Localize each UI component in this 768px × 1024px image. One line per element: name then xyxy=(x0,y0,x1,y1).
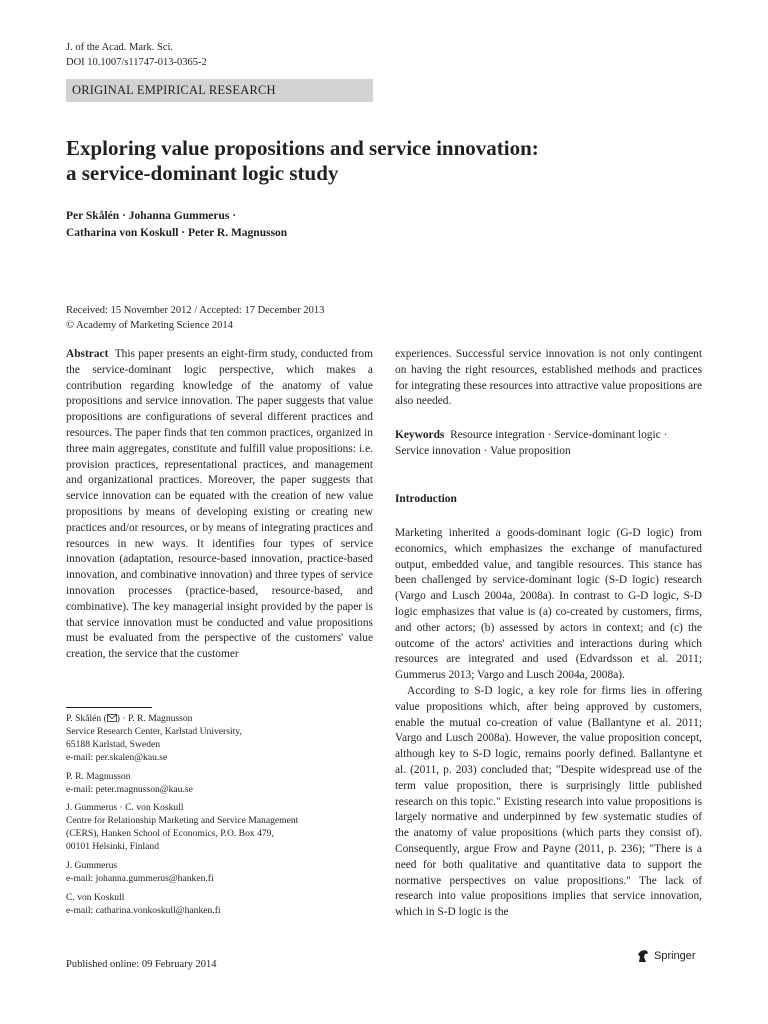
affiliation-block-3: J. Gummerus · C. von Koskull Centre for Relationship Marketing and Service Management (CERS), Hanken School of Economics, P.O. Box 479, 00101 Helsinki, Finland xyxy=(66,802,299,853)
article-dates xyxy=(66,304,486,333)
title-line-1: Exploring value propositions and service innovation: xyxy=(66,136,539,160)
copyright-icon: © xyxy=(66,319,74,331)
authors-line-2: Catharina von Koskull · Peter R. Magnusson xyxy=(66,227,288,239)
copyright-text: Academy of Marketing Science 2014 xyxy=(76,319,233,331)
article-title xyxy=(66,136,706,186)
journal-name: J. of the Acad. Mark. Sci. xyxy=(66,42,174,53)
abstract-text: This paper presents an eight-firm study, conducted from the service-dominant logic perspective, which makes a contribution regarding knowledge of the anatomy of value propositions and service innovation. The paper suggests that value propositions are configurations of several different practices and resources. The paper finds that ten common practices, organized in three main aggregates, constitute and fulfill value propositions: i.e. provision practices, representational practices, and management and organizational practices. Moreover, the paper suggests that service innovation can be equated with the creation of new value propositions by means of developing existing or creating new practices and/or resources, or by means of integrating practices and resources in new ways. It identifies four types of service innovation (adaptation, resource-based innovation, practice-based innovation, and combinative innovation) and three types of service innovation processes (practice-based, resource-based, and combinative). The key managerial insight provided by the paper is that service innovation must be conducted and value propositions must be evaluated from the perspective of the customers' value creation, the service that the customer xyxy=(66,348,373,661)
affiliation-block-2: P. R. Magnusson e-mail: peter.magnusson@kau.se xyxy=(66,771,373,797)
doi[interactable]: DOI 10.1007/s11747-013-0365-2 xyxy=(66,57,207,68)
introduction-body xyxy=(395,526,702,926)
footnote-rule xyxy=(66,707,152,708)
affiliation-block-1: P. Skålén ( ) · P. R. Magnusson Service Research Center, Karlstad University, 65188 Karlstad, Sweden e-mail: per.skalen@kau.se xyxy=(66,713,373,765)
keywords-label: Keywords xyxy=(395,429,445,441)
received-accepted: Received: 15 November 2012 / Accepted: 17 December 2013 xyxy=(66,305,325,316)
keywords-text: Resource integration · Service-dominant logic · Service innovation · Value proposition xyxy=(395,429,668,457)
intro-paragraph-1: Marketing inherited a goods-dominant logic (G-D logic) from economics, which emphasizes the exchange of manufactured output, embedded value, and tangible resources. This stance has been challenged by service-dominant logic (S-D logic) research (Vargo and Lusch 2004a, 2008a). In contrast to G-D logic, S-D logic emphasizes that value is (a) co-created by customers, firms, and other actors; (b) assessed by actors in context; and (c) the outcome of the actors' activities and interactions during which resources are integrated and used (Edvardsson et al. 2011; Gummerus 2013; Vargo and Lusch 2004a, 2008a). xyxy=(395,527,702,682)
abstract-section xyxy=(66,347,373,702)
email-vonkoskull[interactable]: e-mail: catharina.vonkoskull@hanken.fi xyxy=(66,904,221,916)
email-skalen[interactable]: e-mail: per.skalen@kau.se xyxy=(66,751,168,763)
publisher-name: Springer xyxy=(654,950,696,962)
published-online: Published online: 09 February 2014 xyxy=(66,959,217,970)
envelope-icon xyxy=(107,714,117,722)
affiliation-block-4: J. Gummerus e-mail: johanna.gummerus@hanken.fi xyxy=(66,860,373,886)
intro-paragraph-2: According to S-D logic, a key role for firms lies in offering value propositions which, after being approved by customers, enable the mutual co-creation of value (Ballantyne et al. 2011; Vargo and Lusch 2008a). However, the value proposition concept, although key to S-D logic, remains poorly defined. Ballantyne et al. (2011, p. 203) concluded that; "Despite widespread use of the term value proposition, there is surprisingly little published research on this topic." Existing research into value propositions is largely normative and underpinned by few systematic studies of the anatomy of value propositions (which parts they consist of). Consequently, argue Frow and Payne (2011, p. 236); "There is a need for both qualitative and quantitative data to support the normative perspectives on value propositions." The lack of research into value propositions implies that service innovation, which in S-D logic is the xyxy=(395,684,702,919)
affiliation-block-5: C. von Koskull e-mail: catharina.vonkoskull@hanken.fi xyxy=(66,892,373,918)
affiliations xyxy=(66,713,373,924)
email-gummerus[interactable]: e-mail: johanna.gummerus@hanken.fi xyxy=(66,872,214,884)
email-magnusson[interactable]: e-mail: peter.magnusson@kau.se xyxy=(66,783,193,795)
copyright-line xyxy=(66,319,486,334)
publisher-logo xyxy=(636,949,696,963)
introduction-heading: Introduction xyxy=(395,493,457,505)
authors-line-1: Per Skålén · Johanna Gummerus · xyxy=(66,210,237,222)
springer-horse-icon xyxy=(636,949,650,963)
abstract-continued-text: experiences. Successful service innovation is not only contingent on having the right resources, established methods and practices for integrating these resources into attractive value propositions are also needed. xyxy=(395,348,702,408)
author-list xyxy=(66,208,566,242)
abstract-continued xyxy=(395,347,702,410)
title-line-2: a service-dominant logic study xyxy=(66,161,339,185)
section-banner: ORIGINAL EMPIRICAL RESEARCH xyxy=(66,79,373,102)
journal-header xyxy=(66,40,207,70)
keywords-section xyxy=(395,428,702,460)
abstract-label: Abstract xyxy=(66,348,109,360)
